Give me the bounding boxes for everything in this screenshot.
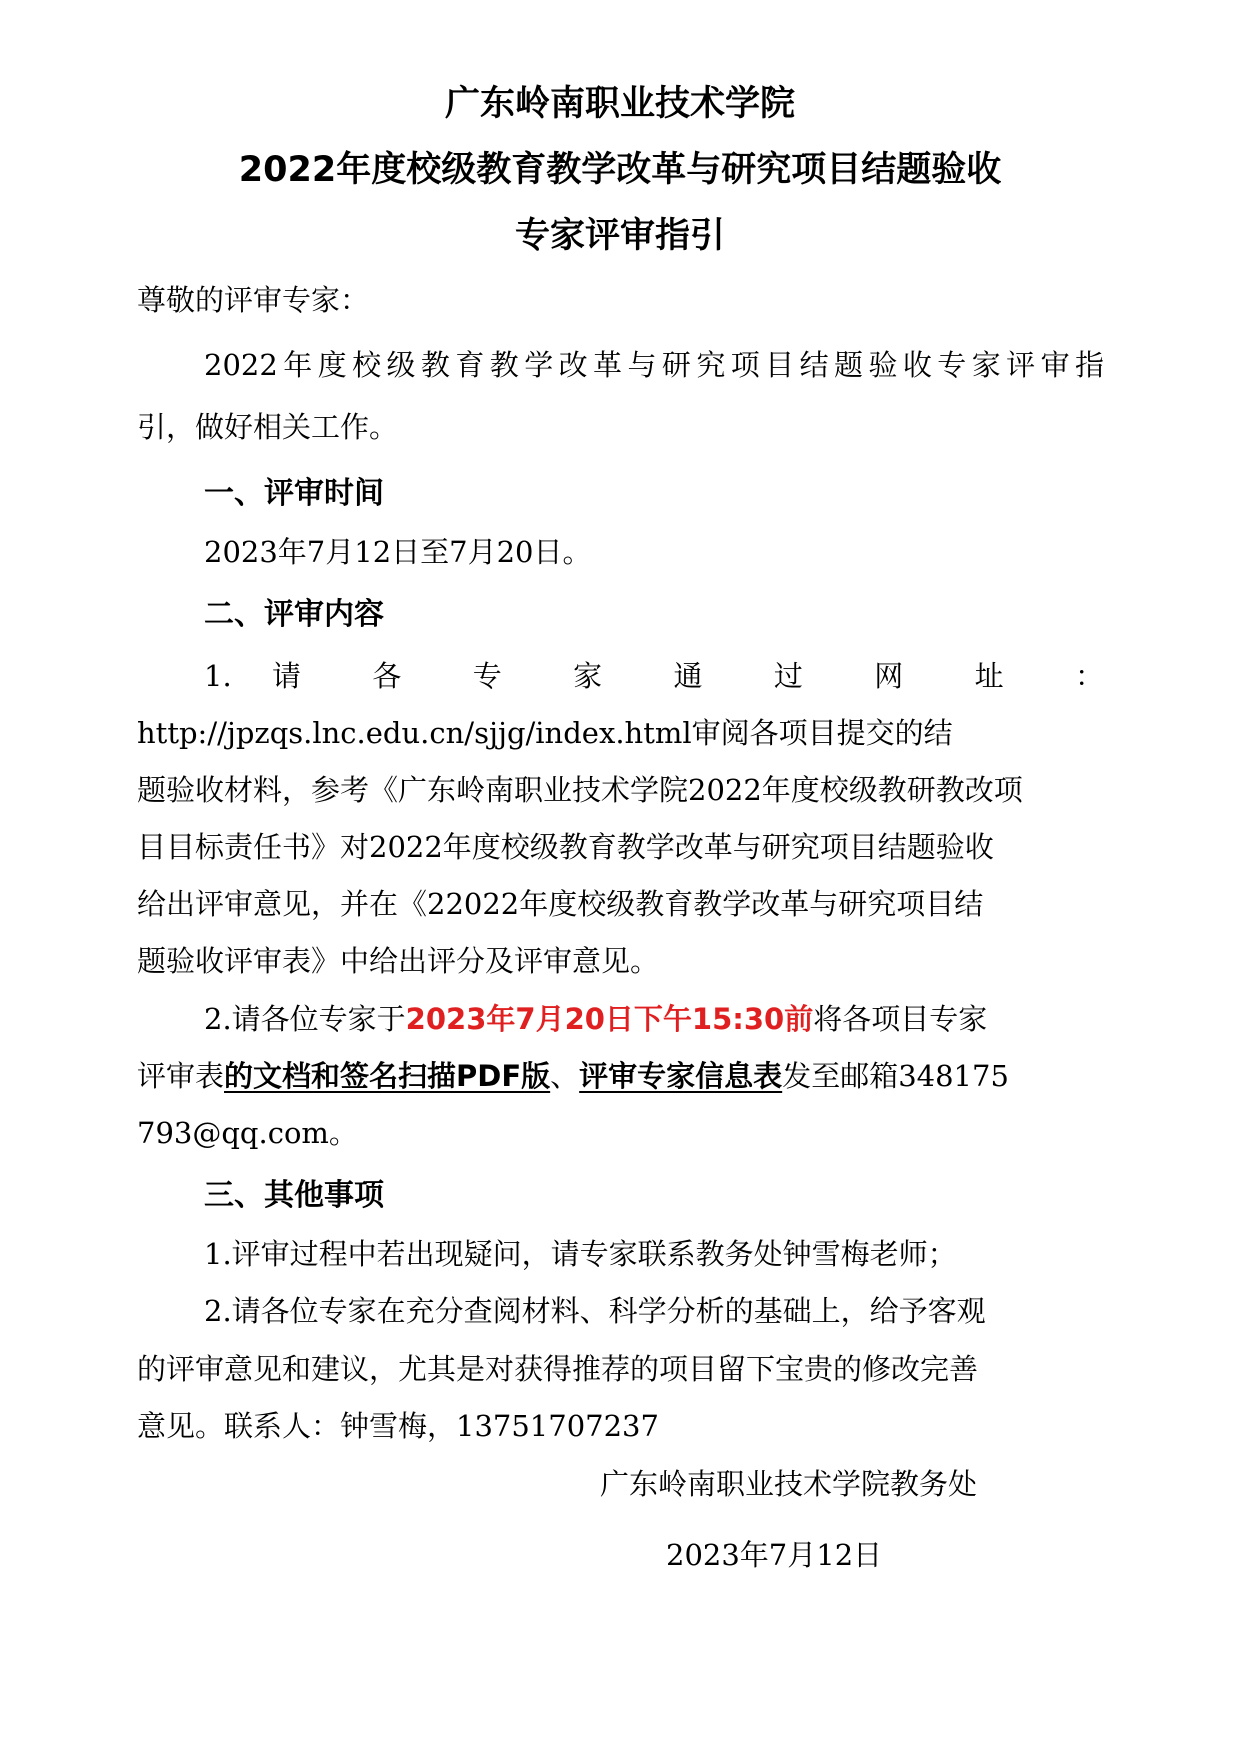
item-2-prefix: 2.请各位专家于 [204, 1002, 406, 1036]
title-guide: 专家评审指引 [514, 216, 725, 256]
section-3-item-2-line-2: 的评审意见和建议，尤其是对获得推荐的项目留下宝贵的修改完善 [137, 1352, 979, 1386]
signature-date: 2023年7月12日 [666, 1538, 883, 1572]
expert-info-form: 评审专家信息表 [579, 1059, 783, 1093]
intro-line-1: 2022年度校级教育教学改革与研究项目结题验收专家评审指 [204, 348, 1104, 382]
section-2-item-1-line-4: 目目标责任书》对2022年度校级教育教学改革与研究项目结题验收 [137, 830, 994, 864]
deadline-highlight: 2023年7月20日下午15:30前 [405, 1002, 814, 1036]
section-1-text: 2023年7月12日至7月20日。 [204, 535, 592, 569]
title-project: 2022年度校级教育教学改革与研究项目结题验收 [238, 150, 1002, 190]
signature-organization: 广东岭南职业技术学院教务处 [600, 1467, 978, 1501]
section-3-item-2-line-1: 2.请各位专家在充分查阅材料、科学分析的基础上，给予客观 [204, 1294, 986, 1328]
section-2-item-1-line-5: 给出评审意见，并在《22022年度校级教育教学改革与研究项目结 [137, 887, 984, 921]
section-3-item-2-line-3: 意见。联系人：钟雪梅，13751707237 [137, 1409, 659, 1443]
item-2-suffix: 将各项目专家 [813, 1002, 988, 1036]
section-2-item-1-line-6: 题验收评审表》中给出评分及评审意见。 [137, 944, 660, 978]
pdf-requirement: 的文档和签名扫描PDF版 [224, 1059, 551, 1093]
intro-line-2: 引，做好相关工作。 [137, 410, 399, 444]
title-institution: 广东岭南职业技术学院 [444, 84, 795, 124]
section-2-item-2-line-2 [137, 1056, 1009, 1096]
section-2-heading: 二、评审内容 [204, 597, 384, 632]
section-2-item-2-email-line: 793@qq.com。 [137, 1116, 358, 1150]
section-2-item-1-line-3: 题验收材料，参考《广东岭南职业技术学院2022年度校级教研教改项 [137, 773, 1023, 807]
section-2-item-1-line-1: 1. 请 各 专 家 通 过 网 址 ： [204, 659, 1104, 693]
section-3-heading: 三、其他事项 [204, 1178, 384, 1213]
section-1-heading: 一、评审时间 [204, 476, 384, 511]
review-form-text: 评审表 [137, 1059, 225, 1093]
section-2-item-1-url-line: http://jpzqs.lnc.edu.cn/sjjg/index.html审阅各项目提交的结 [137, 716, 953, 750]
email-prefix: 发至邮箱348175 [782, 1059, 1009, 1093]
greeting: 尊敬的评审专家： [137, 283, 370, 317]
section-2-item-2-line-1 [204, 999, 987, 1039]
separator-text: 、 [550, 1059, 580, 1093]
section-3-item-1: 1.评审过程中若出现疑问，请专家联系教务处钟雪梅老师； [204, 1237, 957, 1271]
